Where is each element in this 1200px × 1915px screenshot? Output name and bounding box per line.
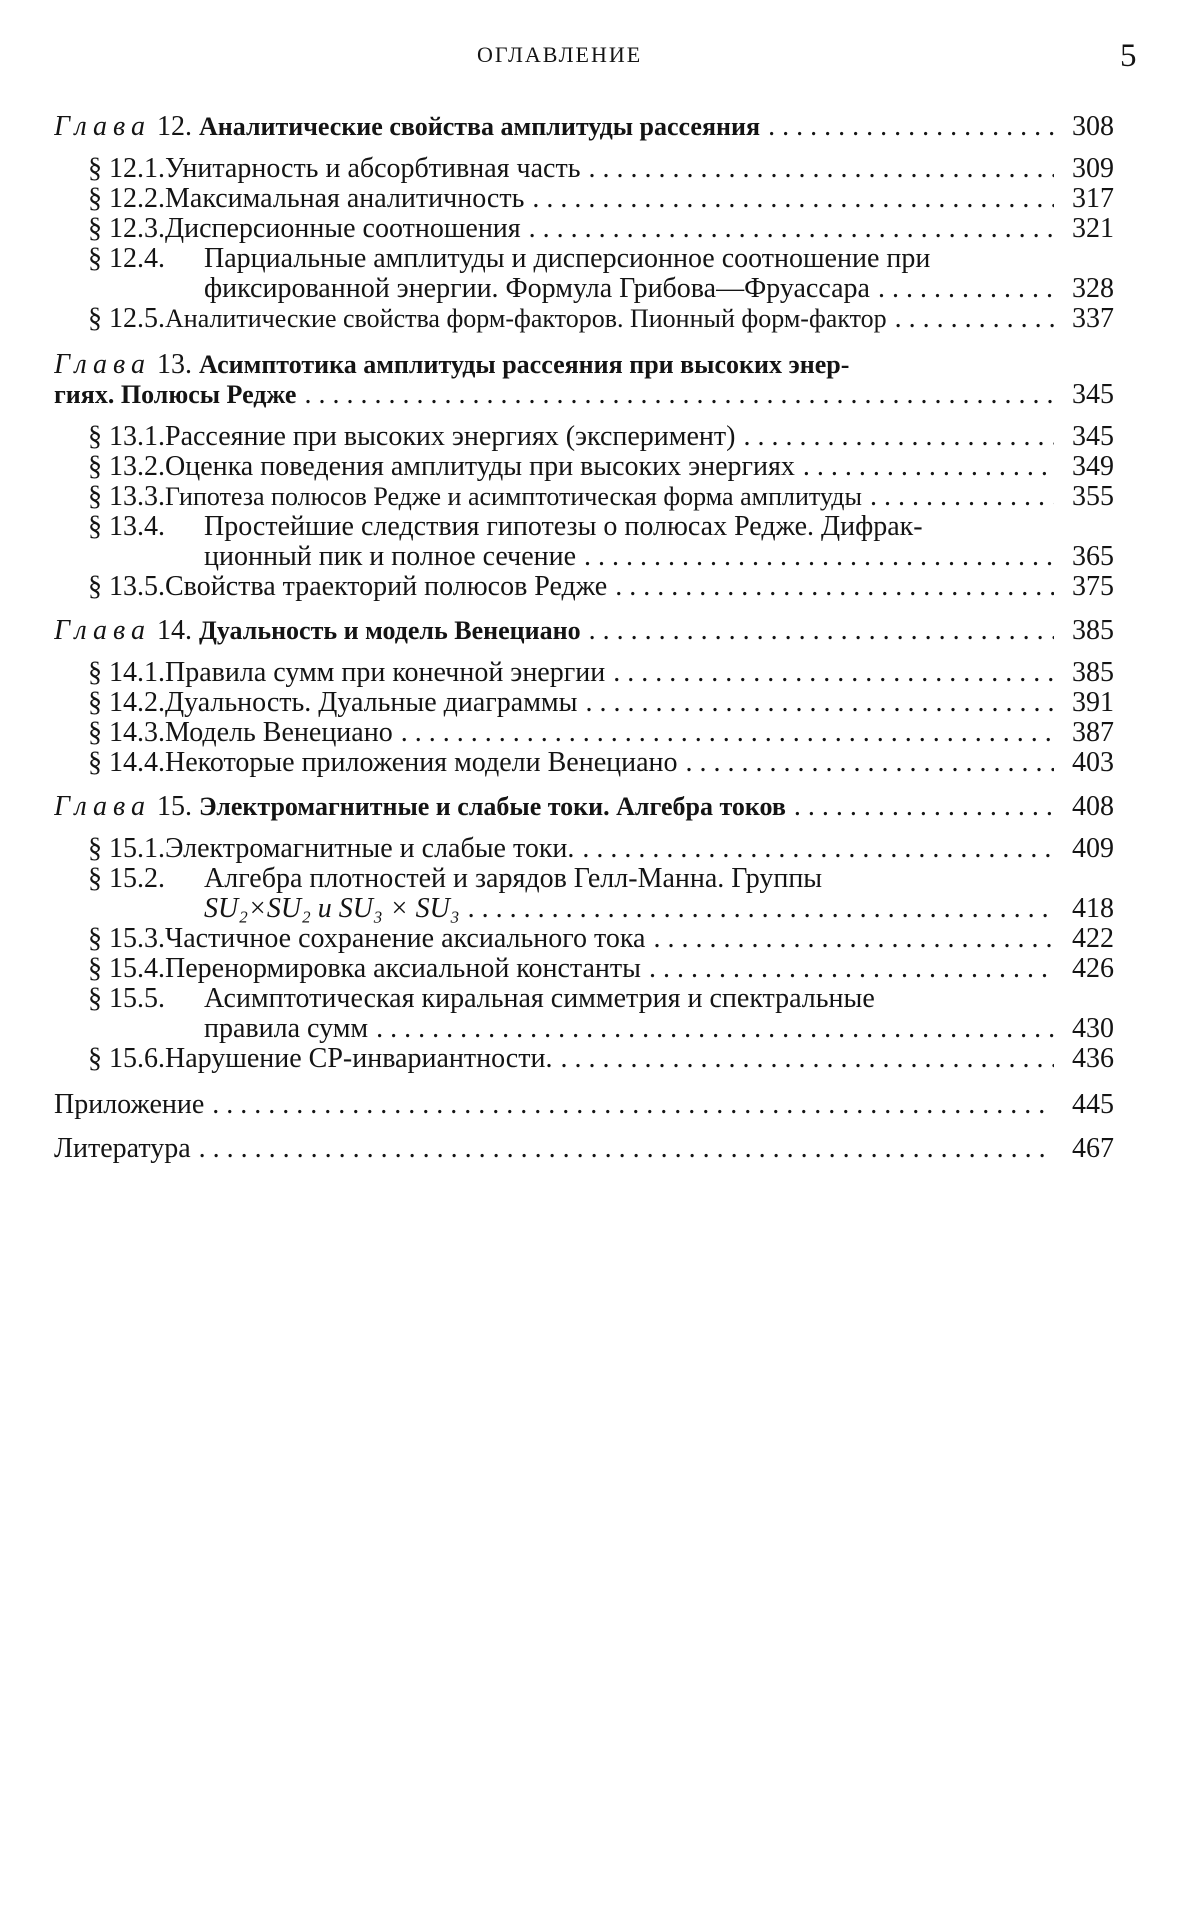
section-12-4-continuation[interactable]: [54, 274, 1114, 304]
dot-leader: [743, 422, 1054, 452]
section-13-2-entry[interactable]: [54, 452, 1114, 482]
chapter-number: 13.: [156, 350, 192, 380]
section-title-continuation: ционный пик и полное сечение: [204, 542, 577, 572]
section-number: § 12.1.: [88, 154, 165, 184]
section-page: 328: [1072, 274, 1114, 304]
dot-leader: [588, 154, 1054, 184]
section-12-1-entry[interactable]: [54, 154, 1114, 184]
dot-leader: [794, 792, 1054, 822]
section-15-5-entry[interactable]: [54, 984, 1114, 1014]
page-number: 5: [1120, 38, 1137, 74]
section-13-1-entry[interactable]: [54, 422, 1114, 452]
section-title: Максимальная аналитичность: [165, 184, 525, 214]
running-title: ОГЛАВЛЕНИЕ: [477, 42, 643, 67]
section-title: Гипотеза полюсов Редже и асимптотическая форма амплитуды: [165, 482, 862, 511]
section-page: 385: [1072, 658, 1114, 688]
section-14-3-entry[interactable]: [54, 718, 1114, 748]
appendix-entry[interactable]: [54, 1090, 1114, 1120]
section-number: § 15.3.: [88, 924, 165, 954]
chapter-number: 12.: [156, 112, 192, 142]
section-12-5-entry[interactable]: [54, 304, 1114, 334]
section-title: Асимптотическая киральная симметрия и спектральные: [204, 984, 875, 1014]
section-number: § 12.4.: [88, 244, 165, 274]
dot-leader: [613, 658, 1054, 688]
section-page: 349: [1072, 452, 1114, 482]
section-number: § 15.4.: [88, 954, 165, 984]
section-page: 365: [1072, 542, 1114, 572]
dot-leader: [560, 1044, 1054, 1074]
section-page: 337: [1072, 304, 1114, 334]
dot-leader: [615, 572, 1054, 602]
table-of-contents: [54, 112, 1114, 1164]
section-number: § 14.1.: [88, 658, 165, 688]
section-number: § 14.4.: [88, 748, 165, 778]
dot-leader: [686, 748, 1054, 778]
chapter-title: Аналитические свойства амплитуды рассеяния: [198, 112, 761, 141]
literature-page: 467: [1072, 1134, 1114, 1164]
chapter-page: 345: [1072, 380, 1114, 410]
section-title: Дисперсионные соотношения: [165, 214, 521, 244]
section-title: Нарушение СР-инвариантности.: [165, 1044, 553, 1074]
chapter-label: Глава: [54, 616, 151, 646]
chapter-title: Дуальность и модель Венециано: [198, 616, 581, 645]
section-title: Свойства траекторий полюсов Редже: [165, 572, 608, 602]
dot-leader: [895, 304, 1054, 334]
dot-leader: [376, 1014, 1054, 1044]
dot-leader: [582, 834, 1054, 864]
section-page: 430: [1072, 1014, 1114, 1044]
section-title: Некоторые приложения модели Венециано: [165, 748, 678, 778]
section-page: 426: [1072, 954, 1114, 984]
section-title: Унитарность и абсорбтивная часть: [165, 154, 581, 184]
section-15-4-entry[interactable]: [54, 954, 1114, 984]
section-title-continuation: SU₂×SU₂ и SU₃ × SU₃: [204, 894, 460, 924]
dot-leader: [304, 380, 1054, 410]
chapter-title: Электромагнитные и слабые токи. Алгебра токов: [198, 792, 786, 821]
chapter-label: Глава: [54, 792, 151, 822]
section-number: § 14.2.: [88, 688, 165, 718]
section-page: 436: [1072, 1044, 1114, 1074]
dot-leader: [878, 274, 1054, 304]
chapter-number: 14.: [156, 616, 192, 646]
section-13-3-entry[interactable]: [54, 482, 1114, 512]
section-number: § 13.4.: [88, 512, 165, 542]
section-page: 418: [1072, 894, 1114, 924]
section-page: 345: [1072, 422, 1114, 452]
section-title: Аналитические свойства форм-факторов. Пионный форм-фактор: [165, 304, 887, 333]
section-number: § 13.3.: [88, 482, 165, 512]
section-15-2-continuation[interactable]: [54, 894, 1114, 924]
chapter-12-entry[interactable]: [54, 112, 1114, 142]
section-15-1-entry[interactable]: [54, 834, 1114, 864]
section-15-6-entry[interactable]: [54, 1044, 1114, 1074]
dot-leader: [768, 112, 1054, 142]
section-number: § 15.1.: [88, 834, 165, 864]
section-12-3-entry[interactable]: [54, 214, 1114, 244]
section-number: § 12.2.: [88, 184, 165, 214]
dot-leader: [653, 924, 1054, 954]
section-number: § 12.5.: [88, 304, 165, 334]
chapter-label: Глава: [54, 350, 151, 380]
section-number: § 13.2.: [88, 452, 165, 482]
section-page: 309: [1072, 154, 1114, 184]
chapter-13-continuation[interactable]: [54, 380, 1114, 410]
dot-leader: [529, 214, 1054, 244]
section-title: Рассеяние при высоких энергиях (эксперимент): [165, 422, 736, 452]
section-title: Электромагнитные и слабые токи.: [165, 834, 575, 864]
section-title: Дуальность. Дуальные диаграммы: [165, 688, 578, 718]
chapter-15-entry[interactable]: [54, 792, 1114, 822]
chapter-number: 15.: [156, 792, 192, 822]
dot-leader: [584, 542, 1054, 572]
section-page: 391: [1072, 688, 1114, 718]
section-title: Простейшие следствия гипотезы о полюсах Редже. Дифрак-: [204, 512, 923, 542]
dot-leader: [589, 616, 1054, 646]
section-15-3-entry[interactable]: [54, 924, 1114, 954]
section-15-2-entry[interactable]: [54, 864, 1114, 894]
section-number: § 15.6.: [88, 1044, 165, 1074]
dot-leader: [212, 1090, 1054, 1120]
literature-entry[interactable]: [54, 1134, 1114, 1164]
section-title: Алгебра плотностей и зарядов Гелл-Манна. Группы: [204, 864, 823, 894]
section-14-4-entry[interactable]: [54, 748, 1114, 778]
section-number: § 15.5.: [88, 984, 165, 1014]
chapter-label: Глава: [54, 112, 151, 142]
dot-leader: [401, 718, 1054, 748]
dot-leader: [532, 184, 1054, 214]
chapter-13-entry[interactable]: [54, 350, 1114, 380]
section-14-1-entry[interactable]: [54, 658, 1114, 688]
section-title-continuation: фиксированной энергии. Формула Грибова—Фруассара: [204, 274, 870, 304]
section-number: § 14.3.: [88, 718, 165, 748]
section-14-2-entry[interactable]: [54, 688, 1114, 718]
dot-leader: [649, 954, 1054, 984]
chapter-title: Асимптотика амплитуды рассеяния при высоких энер-: [198, 350, 850, 379]
appendix-page: 445: [1072, 1090, 1114, 1120]
chapter-page: 385: [1072, 616, 1114, 646]
dot-leader: [870, 482, 1054, 512]
appendix-title: Приложение: [54, 1090, 205, 1120]
section-12-4-entry[interactable]: [54, 244, 1114, 274]
section-number: § 13.5.: [88, 572, 165, 602]
section-number: § 12.3.: [88, 214, 165, 244]
dot-leader: [199, 1134, 1054, 1164]
section-13-5-entry[interactable]: [54, 572, 1114, 602]
section-13-4-entry[interactable]: [54, 512, 1114, 542]
section-page: 422: [1072, 924, 1114, 954]
section-title-continuation: правила сумм: [204, 1014, 369, 1044]
dot-leader: [468, 894, 1054, 924]
literature-title: Литература: [54, 1134, 191, 1164]
section-page: 375: [1072, 572, 1114, 602]
section-number: § 15.2.: [88, 864, 165, 894]
section-title: Частичное сохранение аксиального тока: [165, 924, 646, 954]
section-title: Модель Венециано: [165, 718, 393, 748]
section-page: 409: [1072, 834, 1114, 864]
section-title: Парциальные амплитуды и дисперсионное соотношение при: [204, 244, 931, 274]
chapter-page: 408: [1072, 792, 1114, 822]
section-title: Оценка поведения амплитуды при высоких энергиях: [165, 452, 795, 482]
section-12-2-entry[interactable]: [54, 184, 1114, 214]
dot-leader: [803, 452, 1054, 482]
chapter-title-continuation: гиях. Полюсы Редже: [54, 380, 297, 409]
section-15-5-continuation[interactable]: [54, 1014, 1114, 1044]
chapter-14-entry[interactable]: [54, 616, 1114, 646]
section-title: Правила сумм при конечной энергии: [165, 658, 606, 688]
section-page: 355: [1072, 482, 1114, 512]
section-page: 317: [1072, 184, 1114, 214]
section-page: 403: [1072, 748, 1114, 778]
section-page: 387: [1072, 718, 1114, 748]
section-page: 321: [1072, 214, 1114, 244]
chapter-page: 308: [1072, 112, 1114, 142]
dot-leader: [585, 688, 1054, 718]
section-13-4-continuation[interactable]: [54, 542, 1114, 572]
page-header: [0, 38, 1200, 78]
section-title: Перенормировка аксиальной константы: [165, 954, 641, 984]
section-number: § 13.1.: [88, 422, 165, 452]
